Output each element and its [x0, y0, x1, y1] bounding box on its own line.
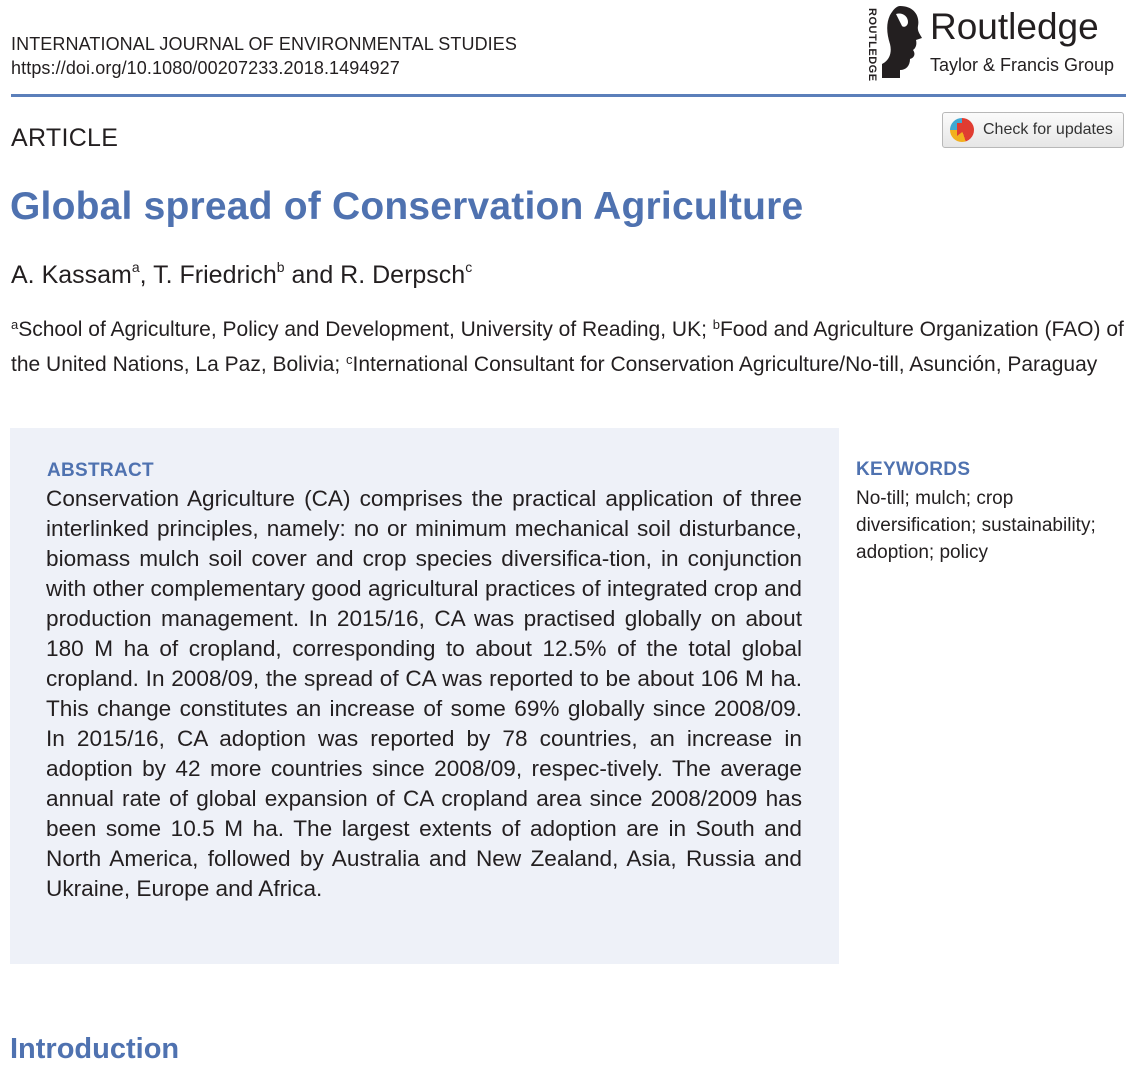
crossmark-icon	[950, 118, 974, 142]
article-title: Global spread of Conservation Agriculture	[10, 185, 804, 228]
affiliation-text: Food and Agriculture Organization (FAO) of the United Nations, La Paz, Bolivia;	[11, 318, 1124, 376]
keywords-heading: KEYWORDS	[856, 459, 971, 480]
routledge-head-icon	[880, 4, 924, 80]
publisher-name: Routledge	[930, 6, 1099, 47]
author-separator: and	[284, 261, 341, 289]
affiliations	[11, 310, 1131, 380]
affiliation-mark: a	[11, 317, 19, 332]
author-affiliation-mark: b	[276, 259, 285, 275]
abstract-panel	[10, 428, 839, 964]
doi-link[interactable]: https://doi.org/10.1080/00207233.2018.1494927	[11, 58, 400, 78]
article-type: ARTICLE	[11, 124, 119, 152]
section-heading-introduction: Introduction	[10, 1033, 180, 1065]
abstract-heading: ABSTRACT	[47, 460, 154, 481]
author-list	[11, 250, 472, 292]
affiliation-mark: c	[346, 352, 353, 367]
author-name[interactable]: R. Derpsch	[340, 261, 466, 289]
keywords-text: No-till; mulch; crop diversification; sustainability; adoption; policy	[856, 488, 1096, 563]
header-divider	[11, 94, 1126, 97]
author-name[interactable]: A. Kassam	[11, 261, 132, 289]
author-affiliation-mark: a	[131, 259, 140, 275]
author-affiliation-mark: c	[465, 259, 473, 275]
check-for-updates-label: Check for updates	[983, 121, 1113, 138]
publisher-group: Taylor & Francis Group	[930, 55, 1115, 75]
author-name[interactable]: T. Friedrich	[153, 261, 277, 289]
logo-spine-text: ROUTLEDGE	[866, 8, 878, 82]
journal-name: INTERNATIONAL JOURNAL OF ENVIRONMENTAL STUDIES	[11, 34, 517, 54]
author-separator: ,	[139, 261, 154, 289]
affiliation-mark: b	[712, 317, 720, 332]
affiliation-text: School of Agriculture, Policy and Development, University of Reading, UK;	[18, 318, 713, 341]
publisher-logo	[866, 4, 1128, 80]
abstract-text: Conservation Agriculture (CA) comprises the practical application of three interlinked principles, namely: no or minimum mechanical soil disturbance, biomass mulch soil cover and crop species diversifica-tion, in conjunction with other complementary good agricultural practices of integrated crop and production management. In 2015/16, CA was practised globally on about 180 M ha of cropland, corresponding to about 12.5% of the total global cropland. In 2008/09, the spread of CA was reported to be about 106 M ha. This change constitutes an increase of some 69% globally since 2008/09. In 2015/16, CA adoption was reported by 78 countries, an increase in adoption by 42 more countries since 2008/09, respec-tively. The average annual rate of global expansion of CA cropland area since 2008/2009 has been some 10.5 M ha. The largest extents of adoption are in South and North America, followed by Australia and New Zealand, Asia, Russia and Ukraine, Europe and Africa.	[46, 486, 802, 901]
check-for-updates-button[interactable]	[942, 112, 1124, 148]
journal-header	[11, 32, 517, 80]
affiliation-text: International Consultant for Conservation Agriculture/No-till, Asunción, Paraguay	[352, 353, 1098, 376]
